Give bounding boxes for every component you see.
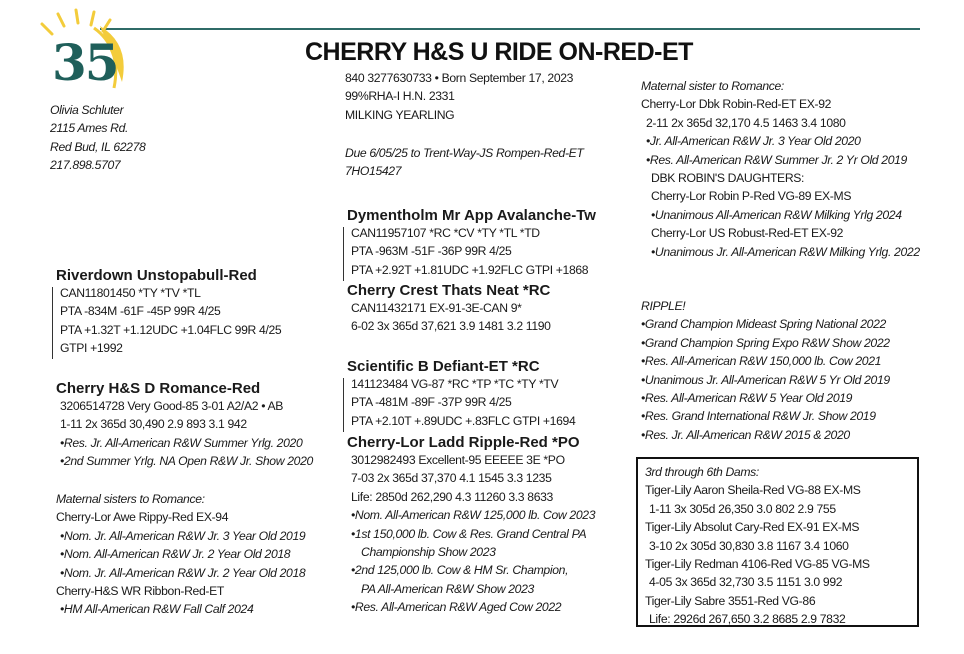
dam-line: 3206514728 Very Good-85 3-01 A2/A2 • AB — [60, 399, 284, 413]
defiant-name: Scientific B Defiant-ET *RC — [347, 358, 540, 375]
ripple-award: •1st 150,000 lb. Cow & Res. Grand Central PA — [351, 526, 587, 541]
crest-block — [347, 282, 551, 336]
ripple-award: PA All-American R&W Show 2023 — [361, 581, 534, 596]
consignor-block — [50, 101, 145, 175]
dam-line: 1-11 2x 365d 30,490 2.9 893 3.1 942 — [60, 417, 247, 432]
daughter-line: Cherry-Lor US Robust-Red-ET EX-92 — [651, 226, 844, 241]
right-sisters-block — [641, 77, 920, 261]
defiant-bracket — [343, 378, 344, 432]
dams-box-line: Tiger-Lily Absolut Cary-Red EX-91 EX-MS — [645, 520, 860, 535]
dam-sister-line: •Nom. All-American R&W Jr. 2 Year Old 2018 — [60, 547, 291, 562]
right-sister-name: Cherry-Lor Dbk Robin-Red-ET EX-92 — [641, 97, 832, 112]
ripple-awards-item: •Res. All-American R&W 150,000 lb. Cow 2021 — [641, 354, 882, 369]
dam-sister-line: •Nom. Jr. All-American R&W Jr. 2 Year Old 2018 — [60, 565, 306, 580]
dams-box-heading: 3rd through 6th Dams: — [645, 465, 759, 479]
right-sister-record: 2-11 2x 365d 32,170 4.5 1463 3.4 1080 — [646, 115, 846, 130]
sire-line: GTPI +1992 — [60, 341, 123, 356]
defiant-line: PTA -481M -89F -37P 99R 4/25 — [351, 395, 512, 410]
sire-bracket — [52, 287, 53, 359]
header-rule — [100, 28, 920, 30]
sire-line: PTA +1.32T +1.12UDC +1.04FLC 99R 4/25 — [60, 322, 282, 337]
dams-box-line: 3-10 2x 305d 30,830 3.8 1167 3.4 1060 — [649, 538, 849, 553]
ripple-awards-item: •Unanimous Jr. All-American R&W 5 Yr Old 2019 — [641, 372, 890, 387]
dams-box — [636, 457, 919, 627]
dam-sister-line: •Nom. Jr. All-American R&W Jr. 3 Year Old 2019 — [60, 528, 306, 543]
ripple-award: •2nd 125,000 lb. Cow & HM Sr. Champion, — [351, 563, 569, 578]
dams-box-line: 4-05 3x 365d 32,730 3.5 1151 3.0 992 — [649, 575, 843, 590]
dam-name: Cherry H&S D Romance-Red — [56, 380, 261, 397]
crest-line: CAN11432171 EX-91-3E-CAN 9* — [351, 301, 522, 315]
dam-award: •Res. Jr. All-American R&W Summer Yrlg. 2020 — [60, 435, 303, 450]
dam-block — [56, 380, 313, 471]
page-title: CHERRY H&S U RIDE ON-RED-ET — [305, 38, 693, 66]
daughters-heading: DBK ROBIN'S DAUGHTERS: — [651, 170, 805, 185]
due-line-2: 7HO15427 — [345, 164, 402, 179]
ripple-award: •Nom. All-American R&W 125,000 lb. Cow 2023 — [351, 508, 596, 523]
ripple-line: 7-03 2x 365d 37,370 4.1 1545 3.3 1235 — [351, 471, 552, 486]
sire-of-dam-name: Dymentholm Mr App Avalanche-Tw — [347, 207, 596, 224]
crest-line: 6-02 3x 365d 37,621 3.9 1481 3.2 1190 — [351, 319, 551, 334]
animal-status: MILKING YEARLING — [345, 107, 455, 122]
defiant-line: PTA +2.10T +.89UDC +.83FLC GTPI +1694 — [351, 413, 576, 428]
ripple-awards-item: •Res. Jr. All-American R&W 2015 & 2020 — [641, 427, 850, 442]
animal-info — [345, 69, 573, 124]
right-sister-award: •Res. All-American R&W Summer Jr. 2 Yr Old 2019 — [646, 152, 907, 167]
dams-box-line: Tiger-Lily Redman 4106-Red VG-85 VG-MS — [645, 556, 870, 571]
daughter-line: Cherry-Lor Robin P-Red VG-89 EX-MS — [651, 189, 852, 204]
sire-line: CAN11801450 *TY *TV *TL — [60, 286, 201, 300]
consignor-street: 2115 Ames Rd. — [50, 121, 129, 136]
dams-box-line: Tiger-Lily Sabre 3551-Red VG-86 — [645, 593, 816, 608]
sire-of-dam-line: CAN11957107 *RC *CV *TY *TL *TD — [351, 226, 540, 240]
dam-sisters-block — [56, 490, 305, 619]
ripple-line: 3012982493 Excellent-95 EEEEE 3E *PO — [351, 453, 565, 467]
right-sisters-heading: Maternal sister to Romance: — [641, 79, 784, 93]
dam-sisters-heading: Maternal sisters to Romance: — [56, 492, 205, 506]
consignor-city: Red Bud, IL 62278 — [50, 139, 146, 154]
daughter-line: •Unanimous All-American R&W Milking Yrlg 2024 — [651, 207, 902, 222]
ripple-awards-heading: RIPPLE! — [641, 299, 686, 313]
right-sister-award: •Jr. All-American R&W Jr. 3 Year Old 2020 — [646, 134, 861, 149]
daughter-line: •Unanimous Jr. All-American R&W Milking Yrlg. 2022 — [651, 244, 920, 259]
ripple-awards-item: •Res. Grand International R&W Jr. Show 2019 — [641, 409, 876, 424]
crest-name: Cherry Crest Thats Neat *RC — [347, 282, 551, 299]
animal-registration: 840 3277630733 • Born September 17, 2023 — [345, 71, 574, 85]
defiant-line: 141123484 VG-87 *RC *TP *TC *TY *TV — [351, 377, 559, 391]
dam-sister-line: •HM All-American R&W Fall Calf 2024 — [60, 602, 254, 617]
defiant-block — [347, 358, 575, 430]
dams-box-line: Life: 2926d 267,650 3.2 8685 2.9 7832 — [649, 612, 846, 627]
sire-of-dam-line: PTA +2.92T +1.81UDC +1.92FLC GTPI +1868 — [351, 262, 589, 277]
consignor-phone: 217.898.5707 — [50, 158, 121, 173]
lot-number: 35 — [52, 33, 118, 92]
ripple-award: Championship Show 2023 — [361, 544, 496, 559]
sire-of-dam-block — [347, 207, 596, 279]
sire-line: PTA -834M -61F -45P 99R 4/25 — [60, 304, 221, 319]
ripple-awards-item: •Grand Champion Spring Expo R&W Show 2022 — [641, 335, 890, 350]
ripple-award: •Res. All-American R&W Aged Cow 2022 — [351, 600, 562, 615]
ripple-awards-item: •Res. All-American R&W 5 Year Old 2019 — [641, 390, 853, 405]
consignor-name: Olivia Schluter — [50, 103, 124, 117]
ripple-line: Life: 2850d 262,290 4.3 11260 3.3 8633 — [351, 489, 553, 504]
dam-sister-line: Cherry-H&S WR Ribbon-Red-ET — [56, 583, 224, 598]
sire-name: Riverdown Unstopabull-Red — [56, 267, 257, 284]
dam-sister-line: Cherry-Lor Awe Rippy-Red EX-94 — [56, 510, 229, 525]
dams-box-line: Tiger-Lily Aaron Sheila-Red VG-88 EX-MS — [645, 483, 861, 498]
sire-of-dam-bracket — [343, 227, 344, 281]
ripple-awards-block — [641, 297, 890, 444]
due-line-1: Due 6/05/25 to Trent-Way-JS Rompen-Red-ET — [345, 146, 584, 160]
sire-block — [56, 267, 281, 358]
dams-box-line: 1-11 3x 305d 26,350 3.0 802 2.9 755 — [649, 501, 836, 516]
ripple-block — [347, 434, 595, 617]
ripple-name: Cherry-Lor Ladd Ripple-Red *PO — [347, 434, 580, 451]
sire-of-dam-line: PTA -963M -51F -36P 99R 4/25 — [351, 244, 512, 259]
dam-award: •2nd Summer Yrlg. NA Open R&W Jr. Show 2020 — [60, 454, 313, 469]
due-info — [345, 144, 584, 181]
ripple-awards-item: •Grand Champion Mideast Spring National 2022 — [641, 317, 886, 332]
animal-rha: 99%RHA-I H.N. 2331 — [345, 89, 455, 104]
